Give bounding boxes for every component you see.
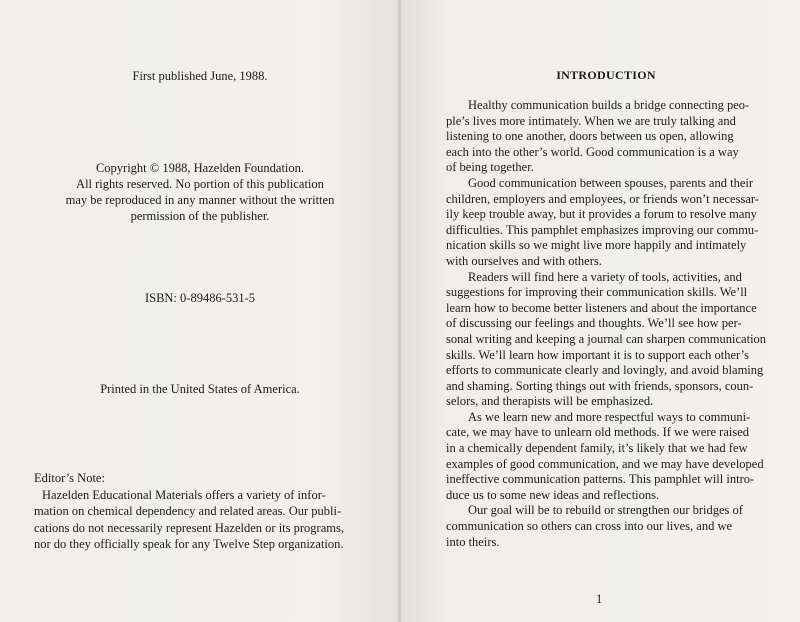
intro-line: suggestions for improving their communication skills. We’ll bbox=[446, 285, 748, 300]
intro-line: with ourselves and with others. bbox=[446, 253, 602, 268]
intro-line: As we learn new and more respectful ways to communi- bbox=[468, 409, 751, 424]
intro-line: listening to one another, doors between us open, allowing bbox=[446, 129, 734, 144]
intro-line: ily keep trouble away, but it provides a forum to resolve many bbox=[446, 207, 757, 222]
intro-line: examples of good communication, and we may have developed bbox=[446, 456, 764, 471]
intro-line: Good communication between spouses, parents and their bbox=[468, 175, 753, 190]
intro-line: in a chemically dependent family, it’s likely that we had few bbox=[446, 441, 748, 456]
intro-line: ineffective communication patterns. This pamphlet will intro- bbox=[446, 472, 755, 487]
editor-note-heading: Editor’s Note: bbox=[34, 471, 105, 485]
intro-line: nication skills so we might live more happily and intimately bbox=[446, 238, 747, 253]
intro-line: children, employers and employees, or friends won’t necessar- bbox=[446, 191, 759, 206]
intro-line: into theirs. bbox=[446, 534, 500, 549]
copyright-line: may be reproduced in any manner without the written bbox=[65, 193, 335, 207]
copyright-block bbox=[30, 160, 370, 224]
intro-line: of discussing our feelings and thoughts. We’ll see how per- bbox=[446, 316, 742, 331]
editor-note bbox=[34, 470, 354, 553]
intro-line: sonal writing and keeping a journal can sharpen communication bbox=[446, 331, 767, 346]
intro-line: learn how to become better listeners and about the importance bbox=[446, 300, 757, 315]
isbn: ISBN: 0-89486-531-5 bbox=[144, 291, 256, 305]
copyright-line: Copyright © 1988, Hazelden Foundation. bbox=[95, 161, 305, 175]
intro-line: selors, and therapists will be emphasized. bbox=[446, 394, 654, 409]
intro-line: communication so others can cross into our lives, and we bbox=[446, 519, 733, 534]
editor-note-line: Hazelden Educational Materials offers a variety of infor- bbox=[42, 487, 326, 502]
publication-line: First published June, 1988. bbox=[132, 69, 268, 83]
intro-line: each into the other’s world. Good communication is a way bbox=[446, 144, 739, 159]
intro-line: skills. We’ll learn how important it is to support each other’s bbox=[446, 347, 749, 362]
intro-line: Healthy communication builds a bridge connecting peo- bbox=[468, 98, 750, 112]
intro-line: efforts to communicate clearly and lovingly, and avoid blaming bbox=[446, 363, 764, 378]
copyright-line: All rights reserved. No portion of this publication bbox=[76, 177, 324, 191]
editor-note-line: nor do they officially speak for any Twelve Step organization. bbox=[34, 537, 344, 551]
intro-line: Our goal will be to rebuild or strengthen our bridges of bbox=[468, 503, 743, 518]
intro-title: INTRODUCTION bbox=[556, 68, 656, 82]
printed-line: Printed in the United States of America. bbox=[100, 382, 300, 396]
intro-line: ple’s lives more intimately. When we are truly talking and bbox=[446, 113, 736, 128]
intro-line: cate, we may have to unlearn old methods. If we were raised bbox=[446, 425, 750, 440]
intro-line: and shaming. Sorting things out with friends, sponsors, coun- bbox=[446, 378, 754, 393]
intro-line: of being together. bbox=[446, 160, 534, 175]
copyright-line: permission of the publisher. bbox=[130, 209, 270, 223]
intro-body bbox=[446, 98, 776, 550]
page-number: 1 bbox=[596, 592, 603, 606]
left-page bbox=[0, 0, 399, 622]
editor-note-line: cations do not necessarily represent Hazelden or its programs, bbox=[34, 520, 344, 535]
editor-note-line: mation on chemical dependency and related areas. Our publi- bbox=[34, 504, 342, 518]
intro-line: difficulties. This pamphlet emphasizes improving our commu- bbox=[446, 222, 759, 237]
intro-line: duce us to some new ideas and reflections. bbox=[446, 487, 660, 502]
intro-line: Readers will find here a variety of tools, activities, and bbox=[468, 269, 742, 284]
